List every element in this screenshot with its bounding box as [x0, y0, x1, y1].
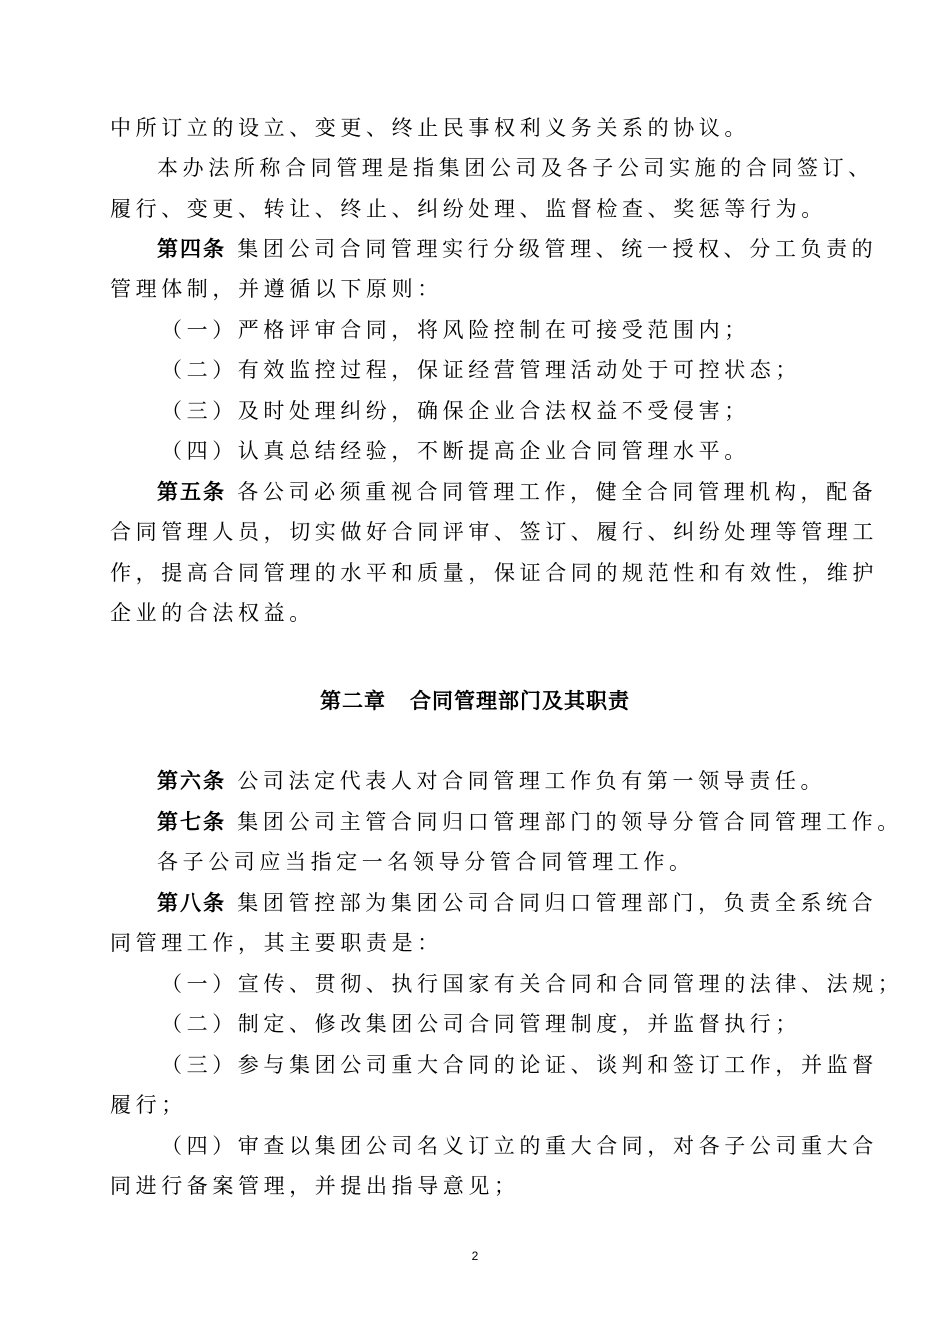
- paragraph-line: [157, 847, 695, 877]
- article-label: 第四条: [157, 237, 226, 261]
- line-text: 同进行备案管理，并提出指导意见；: [110, 1174, 520, 1198]
- line-text: 中所订立的设立、变更、终止民事权利义务关系的协议。: [110, 116, 750, 140]
- line-text: 集团公司合同管理实行分级管理、统一授权、分工负责的: [237, 237, 878, 261]
- list-item: [161, 1050, 878, 1080]
- paragraph-line: [157, 153, 874, 183]
- list-item: [161, 1009, 801, 1039]
- line-text: （一）严格评审合同，将风险控制在可接受范围内；: [161, 318, 750, 342]
- article-4-line: [157, 234, 877, 264]
- list-item: [161, 436, 750, 466]
- line-text: 管理体制，并遵循以下原则：: [110, 277, 443, 301]
- line-text: 履行；: [110, 1093, 187, 1117]
- article-8-line: [157, 888, 877, 918]
- line-text: 各子公司应当指定一名领导分管合同管理工作。: [157, 850, 695, 874]
- article-label: 第六条: [157, 769, 226, 793]
- line-text: 公司法定代表人对合同管理工作负有第一领导责任。: [237, 769, 827, 793]
- line-text: 集团管控部为集团公司合同归口管理部门，负责全系统合: [237, 891, 878, 915]
- paragraph-line: [110, 598, 315, 628]
- paragraph-line: [110, 194, 827, 224]
- chapter-title: 合同管理部门及其职责: [410, 689, 630, 713]
- line-text: 企业的合法权益。: [110, 601, 315, 625]
- list-item: [161, 355, 801, 385]
- paragraph-line: [110, 517, 878, 547]
- line-text: （三）参与集团公司重大合同的论证、谈判和签订工作，并监督: [161, 1053, 878, 1077]
- line-text: 本办法所称合同管理是指集团公司及各子公司实施的合同签订、: [157, 156, 874, 180]
- list-item: [161, 969, 903, 999]
- paragraph-line: [110, 928, 443, 958]
- paragraph-line: [110, 274, 443, 304]
- chapter-heading: [0, 686, 950, 716]
- paragraph-line: [110, 558, 878, 588]
- line-text: 同管理工作，其主要职责是：: [110, 931, 443, 955]
- article-label: 第八条: [157, 891, 226, 915]
- line-text: （二）有效监控过程，保证经营管理活动处于可控状态；: [161, 358, 801, 382]
- line-text: （二）制定、修改集团公司合同管理制度，并监督执行；: [161, 1012, 801, 1036]
- article-label: 第五条: [157, 480, 226, 504]
- article-5-line: [157, 477, 877, 507]
- line-text: （四）认真总结经验，不断提高企业合同管理水平。: [161, 439, 750, 463]
- paragraph-line: [110, 1090, 187, 1120]
- line-text: （四）审查以集团公司名义订立的重大合同，对各子公司重大合: [161, 1134, 878, 1158]
- line-text: 集团公司主管合同归口管理部门的领导分管合同管理工作。: [237, 810, 903, 834]
- list-item: [161, 1131, 878, 1161]
- list-item: [161, 315, 750, 345]
- list-item: [161, 396, 750, 426]
- line-text: 各公司必须重视合同管理工作，健全合同管理机构，配备: [237, 480, 878, 504]
- chapter-number: 第二章: [320, 689, 386, 713]
- article-label: 第七条: [157, 810, 226, 834]
- article-6-line: [157, 766, 826, 796]
- line-text: 履行、变更、转让、终止、纠纷处理、监督检查、奖惩等行为。: [110, 197, 827, 221]
- line-text: （三）及时处理纠纷，确保企业合法权益不受侵害；: [161, 399, 750, 423]
- paragraph-line: [110, 1171, 520, 1201]
- line-text: （一）宣传、贯彻、执行国家有关合同和合同管理的法律、法规；: [161, 972, 904, 996]
- paragraph-line: [110, 113, 750, 143]
- article-7-line: [157, 807, 903, 837]
- page-number: 2: [471, 1249, 479, 1263]
- line-text: 作，提高合同管理的水平和质量，保证合同的规范性和有效性，维护: [110, 561, 878, 585]
- line-text: 合同管理人员，切实做好合同评审、签订、履行、纠纷处理等管理工: [110, 520, 878, 544]
